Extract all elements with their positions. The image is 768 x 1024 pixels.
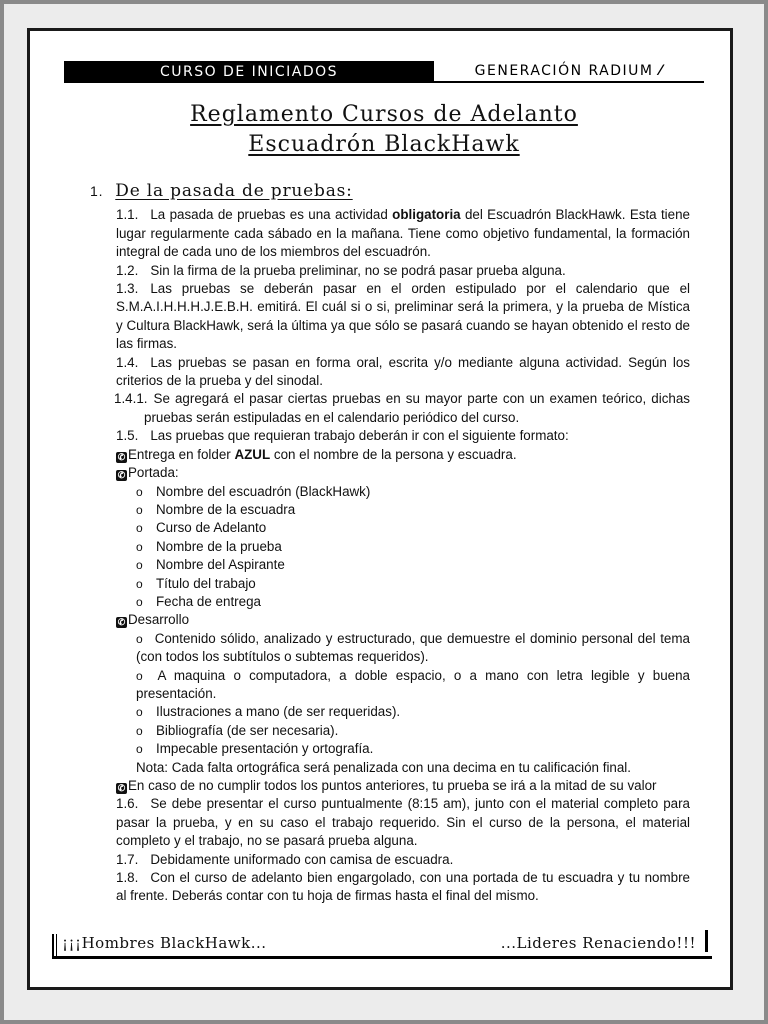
clause-number: 1.8. (116, 870, 139, 886)
circle-bullet-icon: o (136, 558, 143, 573)
clause-number: 1.5. (116, 428, 139, 444)
portada-list (80, 483, 690, 612)
document-title (64, 100, 704, 160)
circle-bullet-icon: o (136, 594, 143, 609)
circle-bullet-icon: o (136, 576, 143, 591)
title-line-2: Escuadrón BlackHawk (248, 132, 520, 157)
paragraph-1-5 (116, 427, 690, 445)
list-item-text: Bibliografía (de ser necesaria). (156, 722, 339, 738)
bullet-bold: AZUL (234, 446, 271, 462)
bullet-icon: ✆ (117, 783, 126, 793)
list-item (136, 519, 690, 537)
clause-number: 1.4.1. (114, 391, 148, 407)
circle-bullet-icon: o (136, 521, 143, 536)
list-item (136, 722, 690, 740)
footer-left-bar (52, 934, 54, 956)
paragraph-1-6 (116, 795, 690, 850)
paragraph-1-4-1 (114, 390, 690, 427)
clause-bold: obligatoria (392, 207, 461, 223)
section-heading (90, 182, 690, 200)
clause-text: Las pruebas que requieran trabajo deberán ir con el siguiente formato: (150, 428, 569, 444)
circle-bullet-icon: o (136, 631, 143, 646)
list-item-text: Ilustraciones a mano (de ser requeridas). (156, 704, 401, 720)
circle-bullet-icon: o (136, 502, 143, 517)
list-item (136, 575, 690, 593)
clause-number: 1.4. (116, 354, 139, 370)
clause-number: 1.6. (116, 796, 139, 812)
list-item (136, 538, 690, 556)
section-number: 1. (90, 183, 104, 199)
list-item-text: Nombre del escuadrón (BlackHawk) (156, 483, 371, 499)
header-right (434, 61, 704, 83)
desarrollo-list (80, 630, 690, 759)
clause-text: del Escuadrón BlackHawk. Esta tiene lugar regularmente cada sábado en la mañana. Tiene como objetivo fundamental, la formación integral de cada uno de los miembros del escuadrón. (116, 207, 690, 260)
list-item (136, 703, 690, 721)
footer-left-text: ¡¡¡Hombres BlackHawk... (62, 934, 267, 952)
paragraph-1-7 (116, 851, 690, 869)
clause-text: Las pruebas se deberán pasar en el orden estipulado por el calendario que el S.M.A.I.H.H.H.J.E.B.H. emitirá. El cuál si o si, preliminar será la primera, y la prueba de Mística y Cultura BlackHawk, será la última ya que sólo se pasará cuando se hayan obtenido el resto de las firmas. (116, 281, 690, 352)
title-line-1: Reglamento Cursos de Adelanto (190, 102, 578, 127)
clause-text: Las pruebas se pasan en forma oral, escrita y/o mediante alguna actividad. Según los criterios de la prueba y del sinodal. (116, 354, 690, 389)
clause-number: 1.7. (116, 851, 139, 867)
paragraph-1-4 (116, 354, 690, 391)
circle-bullet-icon: o (136, 723, 143, 738)
bullet-text: Entrega en folder (128, 446, 235, 462)
clause-text: La pasada de pruebas es una actividad (150, 207, 393, 223)
bullet-portada (116, 464, 690, 482)
list-item (136, 593, 690, 611)
clause-text: Se debe presentar el curso puntualmente (8:15 am), junto con el material completo para pasar la prueba, y en su caso el trabajo requerido. Sin el curso de la persona, el material completo y el trabajo, no se pasará prueba alguna. (116, 796, 690, 849)
list-item-text: Título del trabajo (156, 575, 256, 591)
list-item-text: Impecable presentación y ortografía. (156, 741, 374, 757)
clause-text: Sin la firma de la prueba preliminar, no se podrá pasar prueba alguna. (150, 262, 566, 278)
list-item (136, 740, 690, 758)
bullet-text: Portada: (128, 465, 179, 481)
footer-left-bar-thin (56, 934, 57, 956)
list-item (136, 630, 690, 667)
list-item-text: Nombre de la prueba (156, 538, 282, 554)
bullet-entrega (116, 446, 690, 464)
footer-right-text: ...Lideres Renaciendo!!! (500, 934, 696, 952)
list-item-text: Fecha de entrega (156, 593, 261, 609)
bullet-icon: ✆ (117, 451, 126, 462)
circle-bullet-icon: o (136, 705, 143, 720)
header-bar (64, 61, 704, 83)
list-item-text: Contenido sólido, analizado y estructurado, que demuestre el dominio personal del tema (con todos los subtítulos o subtemas requeridos). (136, 630, 690, 665)
bullet-icon: ✆ (117, 470, 126, 481)
list-item-text: Nombre de la escuadra (156, 501, 296, 517)
list-item-text: Nombre del Aspirante (156, 557, 285, 573)
list-item-text: Curso de Adelanto (156, 520, 267, 536)
paragraph-1-8 (116, 869, 690, 906)
clause-text: Debidamente uniformado con camisa de escuadra. (150, 851, 454, 867)
bullet-text: con el nombre de la persona y escuadra. (270, 446, 517, 462)
list-item-text: A maquina o computadora, a doble espacio, o a mano con letra legible y buena presentación. (136, 667, 690, 701)
bullet-text: Desarrollo (128, 612, 190, 628)
clause-text: Se agregará el pasar ciertas pruebas en su mayor parte con un examen teórico, dichas pruebas serán estipuladas en el calendario periódico del curso. (144, 391, 690, 425)
section-title: De la pasada de pruebas: (115, 181, 353, 201)
paragraph-1-3 (116, 280, 690, 354)
bullet-desarrollo (116, 611, 690, 629)
clause-text: Con el curso de adelanto bien engargolado, con una portada de tu escuadra y tu nombre al frente. Deberás contar con tu hoja de firmas hasta el final del mismo. (116, 870, 690, 904)
page-footer (52, 932, 712, 959)
note-text: Nota: Cada falta ortográfica será penalizada con una decima en tu calificación final. (136, 759, 632, 775)
circle-bullet-icon: o (136, 539, 143, 554)
circle-bullet-icon: o (136, 742, 143, 757)
document-body (80, 182, 690, 906)
list-item (136, 483, 690, 501)
clause-number: 1.3. (116, 281, 139, 297)
bullet-text: En caso de no cumplir todos los puntos anteriores, tu prueba se irá a la mitad de su valor (128, 778, 657, 793)
clause-number: 1.1. (116, 207, 139, 223)
clause-number: 1.2. (116, 262, 139, 278)
bullet-penalizacion (116, 777, 690, 795)
bullet-icon: ✆ (117, 617, 126, 628)
header-right-text: GENERACIÓN RADIUM (474, 63, 654, 79)
circle-bullet-icon: o (136, 668, 143, 683)
footer-right-bar (705, 930, 708, 952)
paragraph-1-1 (116, 206, 690, 261)
header-left: CURSO DE INICIADOS (64, 61, 434, 83)
list-item (136, 501, 690, 519)
list-item (136, 556, 690, 574)
list-item (136, 667, 690, 704)
paragraph-1-2 (116, 262, 690, 280)
circle-bullet-icon: o (136, 484, 143, 499)
feather-icon: ⁄ (659, 63, 664, 79)
